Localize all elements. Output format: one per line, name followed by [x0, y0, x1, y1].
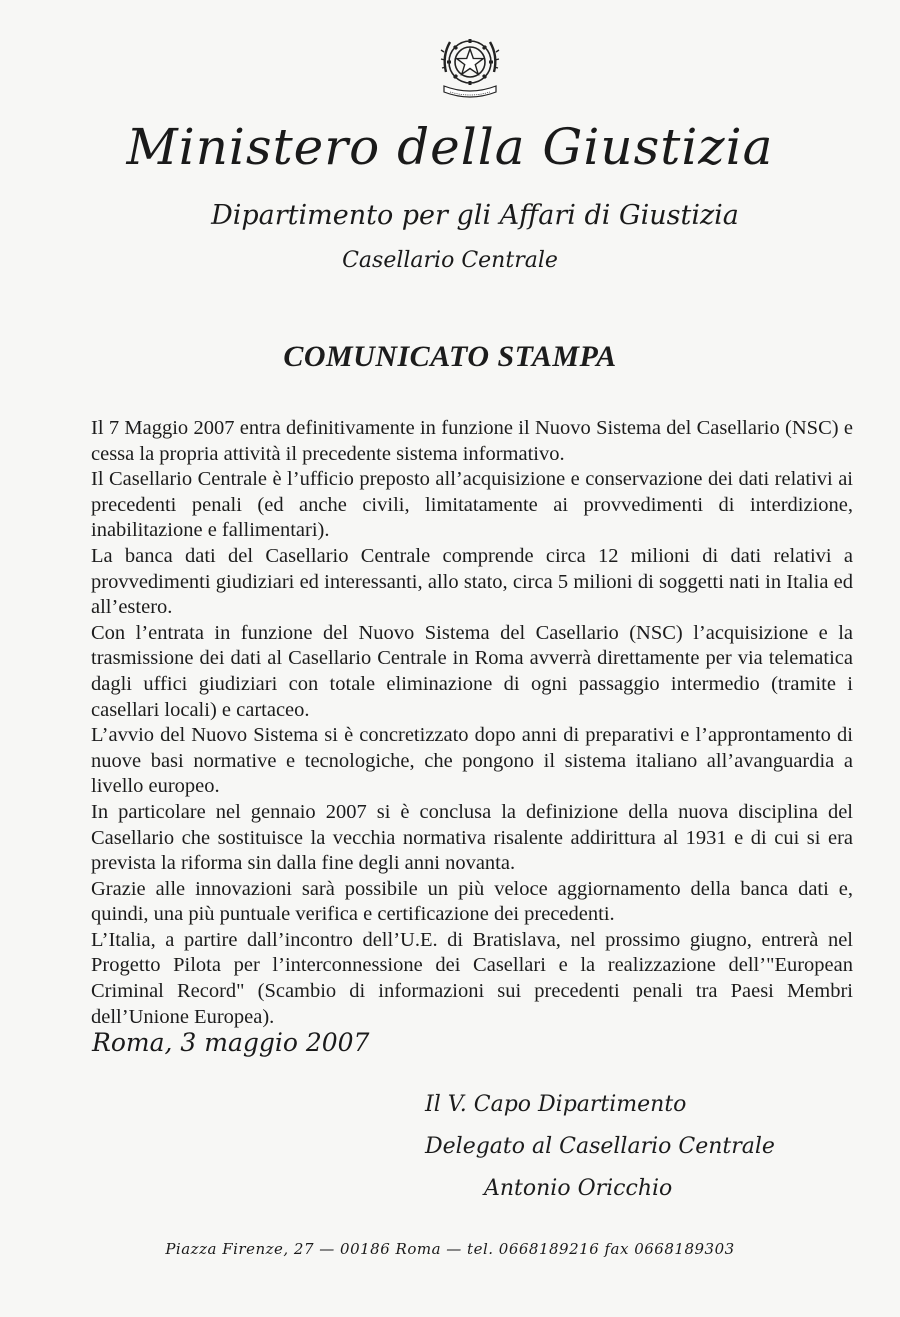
paragraph: Il Casellario Centrale è l’ufficio preposto all’acquisizione e conservazione dei dati relativi ai precedenti penali (ed anche civili, limitatamente ai provvedimenti di interdizione, inabilitazione e fallimentari). [91, 468, 853, 542]
signature-name: Antonio Oricchio [484, 1176, 673, 1201]
emblem-of-italy-icon [438, 32, 502, 102]
department-name: Dipartimento per gli Affari di Giustizia [211, 200, 739, 231]
paragraph: Con l’entrata in funzione del Nuovo Sistema del Casellario (NSC) l’acquisizione e la trasmissione dei dati al Casellario Centrale in Roma avverrà direttamente per via telematica dagli uffici giudiziari con totale eliminazione di ogni passaggio intermedio (tramite i casellari locali) e cartaceo. [91, 621, 853, 721]
paragraph: L’Italia, a partire dall’incontro dell’U.E. di Bratislava, nel prossimo giugno, entrerà nel Progetto Pilota per l’interconnessione dei Casellari e la realizzazione dell’"European Criminal Record" (Scambio di informazioni sui precedenti penali tra Paesi Membri dell’Unione Europea). [91, 928, 853, 1028]
paragraph: In particolare nel gennaio 2007 si è conclusa la definizione della nuova disciplina del Casellario che sostituisce la vecchia normativa risalente addirittura al 1931 e di cui si era prevista la riforma sin dalla fine degli anni novanta. [91, 800, 853, 875]
signature-role: Delegato al Casellario Centrale [425, 1134, 775, 1159]
paragraph: La banca dati del Casellario Centrale comprende circa 12 milioni di dati relativi a provvedimenti giudiziari ed interessanti, allo stato, circa 5 milioni di soggetti nati in Italia ed all’estero. [91, 544, 853, 619]
document-title: COMUNICATO STAMPA [283, 340, 617, 373]
paragraph: L’avvio del Nuovo Sistema si è concretizzato dopo anni di preparativi e l’approntamento di nuove basi normative e tecnologiche, che pongono il sistema italiano all’avanguardia a livello europeo. [91, 724, 853, 798]
paragraph: Grazie alle innovazioni sarà possibile un più veloce aggiornamento della banca dati e, quindi, una più puntuale verifica e certificazione dei precedenti. [91, 877, 853, 926]
office-name: Casellario Centrale [342, 248, 558, 273]
footer-address: Piazza Firenze, 27 — 00186 Roma — tel. 0668189216 fax 0668189303 [165, 1240, 735, 1258]
paragraph: Il 7 Maggio 2007 entra definitivamente in funzione il Nuovo Sistema del Casellario (NSC) e cessa la propria attività il precedente sistema informativo. [91, 417, 853, 465]
place-date: Roma, 3 maggio 2007 [92, 1028, 370, 1057]
ministry-name: Ministero della Giustizia [126, 118, 774, 176]
signature-title: Il V. Capo Dipartimento [425, 1092, 687, 1117]
body-text [91, 416, 853, 1030]
